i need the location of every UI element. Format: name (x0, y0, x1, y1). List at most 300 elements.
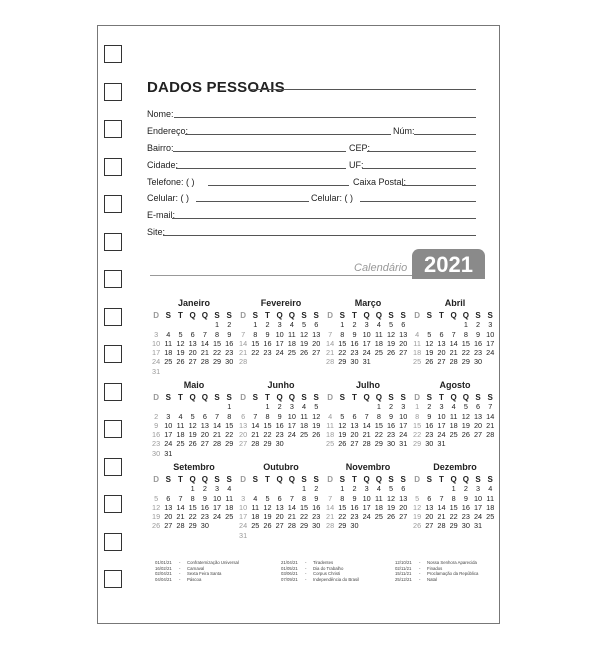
day-cell (223, 367, 235, 376)
day-cell: 27 (399, 512, 408, 522)
day-cell: 8 (376, 411, 381, 421)
month-janeiro (150, 298, 238, 376)
day-cell (373, 357, 385, 366)
cidade-label: Cidade: (147, 160, 179, 170)
day-cell (310, 357, 322, 366)
day-cell: 13 (200, 420, 209, 430)
day-cell: 23 (350, 348, 359, 358)
weekday-header: D (240, 393, 246, 402)
day-cell: 15 (413, 420, 422, 430)
weekday-header: D (240, 475, 246, 484)
weekday-header: S (475, 311, 481, 320)
day-cell: 29 (338, 521, 347, 531)
day-cell: 24 (362, 348, 371, 358)
day-cell (211, 521, 223, 530)
calendar-label: Calendário (354, 262, 408, 274)
month-julho (324, 380, 412, 449)
day-cell: 12 (176, 338, 185, 348)
day-cell (274, 484, 286, 493)
day-cell: 26 (263, 521, 272, 531)
day-cell: 19 (386, 502, 396, 512)
day-cell: 25 (251, 521, 260, 531)
day-cell: 8 (463, 329, 468, 339)
day-cell: 22 (461, 348, 470, 358)
day-cell: 16 (225, 338, 234, 348)
day-cell: 12 (386, 329, 396, 339)
holiday-date: 01/01/21 (155, 560, 172, 565)
day-cell: 3 (364, 484, 369, 494)
num-label: Núm: (393, 126, 415, 136)
weekday-header: Q (450, 311, 457, 320)
weekday-header: S (226, 393, 232, 402)
month-grid (324, 311, 412, 367)
day-cell: 13 (275, 502, 284, 512)
day-cell: 3 (215, 484, 220, 494)
day-cell: 2 (202, 484, 207, 494)
day-cell: 6 (314, 320, 319, 330)
day-cell: 10 (152, 338, 161, 348)
weekday-header: D (327, 311, 333, 320)
holiday-name: Sexta Feira Santa (187, 571, 222, 576)
day-cell: 30 (461, 521, 470, 531)
day-cell: 15 (449, 502, 458, 512)
month-agosto (411, 380, 499, 449)
day-cell: 26 (461, 430, 470, 440)
holiday-date: 01/05/21 (281, 565, 298, 571)
day-cell: 4 (302, 402, 307, 412)
email-field[interactable] (172, 218, 476, 219)
holiday-entry (395, 560, 477, 565)
day-cell: 6 (401, 320, 406, 330)
day-cell: 28 (176, 521, 185, 531)
day-cell: 19 (461, 420, 470, 430)
holiday-entry (281, 566, 343, 571)
day-cell: 14 (212, 420, 222, 430)
day-cell (162, 484, 174, 493)
day-cell: 11 (375, 493, 383, 503)
day-cell: 27 (437, 357, 446, 367)
day-cell: 23 (152, 439, 161, 449)
day-cell: 12 (338, 420, 347, 430)
day-cell: 22 (188, 512, 197, 522)
day-cell: 17 (486, 338, 495, 348)
binding-hole (104, 45, 122, 63)
day-cell: 6 (476, 402, 481, 412)
day-cell: 11 (326, 420, 334, 430)
holiday-name: Proclamação da República (427, 571, 479, 576)
weekday-header: S (214, 475, 220, 484)
day-cell: 26 (176, 357, 185, 367)
cidade-field[interactable] (176, 168, 346, 169)
holiday-entry (281, 577, 359, 582)
holiday-date: 02/11/21 (395, 565, 412, 571)
day-cell: 15 (251, 338, 260, 348)
day-cell: 3 (241, 493, 246, 503)
day-cell: 12 (425, 338, 434, 348)
day-cell (286, 531, 298, 540)
day-cell: 4 (166, 329, 171, 339)
caixa-postal-label: Caixa Postal: (353, 177, 407, 187)
holiday-dash: - (419, 565, 421, 571)
month-maio (150, 380, 238, 458)
weekday-header: T (178, 311, 183, 320)
month-name: Junho (267, 380, 295, 390)
day-cell: 15 (299, 502, 309, 512)
day-cell: 9 (265, 329, 270, 339)
day-cell: 30 (386, 439, 396, 449)
day-cell: 25 (449, 430, 458, 440)
weekday-header: S (487, 475, 493, 484)
endereco-field[interactable] (185, 134, 391, 135)
telefone-field[interactable] (208, 185, 349, 186)
day-cell (298, 439, 310, 448)
weekday-header: T (265, 475, 270, 484)
day-cell: 18 (374, 502, 383, 512)
weekday-header: S (252, 475, 258, 484)
day-cell: 29 (413, 439, 422, 449)
holiday-date: 07/09/21 (281, 576, 298, 582)
day-cell (150, 320, 162, 329)
day-cell: 4 (376, 484, 381, 494)
holiday-dash: - (419, 576, 421, 582)
day-cell: 18 (413, 348, 422, 358)
day-cell: 2 (352, 484, 357, 494)
weekday-header: S (388, 393, 394, 402)
holiday-entry (155, 571, 221, 576)
day-cell: 29 (338, 357, 347, 367)
month-name: Julho (356, 380, 380, 390)
day-cell: 10 (164, 420, 173, 430)
day-cell: 11 (413, 338, 421, 348)
day-cell (237, 320, 249, 329)
weekday-header: T (439, 475, 444, 484)
day-cell: 23 (275, 430, 284, 440)
day-cell: 17 (287, 420, 296, 430)
day-cell: 20 (399, 338, 408, 348)
site-field[interactable] (163, 235, 476, 236)
weekday-header: Q (288, 311, 295, 320)
day-cell (150, 484, 162, 493)
day-cell: 8 (302, 493, 307, 503)
day-cell: 14 (200, 338, 209, 348)
weekday-header: D (327, 475, 333, 484)
day-cell (310, 439, 322, 448)
day-cell: 18 (287, 338, 296, 348)
weekday-header: S (475, 393, 481, 402)
bairro-label: Bairro: (147, 143, 174, 153)
day-cell: 29 (263, 439, 272, 449)
weekday-header: Q (201, 311, 208, 320)
day-cell: 13 (239, 420, 248, 430)
day-cell: 16 (275, 420, 284, 430)
num-field[interactable] (414, 134, 476, 135)
day-cell: 25 (299, 430, 309, 440)
day-cell: 16 (152, 430, 161, 440)
day-cell: 20 (275, 512, 284, 522)
day-cell (435, 484, 447, 493)
day-cell: 5 (415, 493, 420, 503)
day-cell: 16 (386, 420, 396, 430)
day-cell: 5 (389, 320, 394, 330)
weekday-header: D (153, 393, 159, 402)
weekday-header: S (487, 393, 493, 402)
month-name: Fevereiro (260, 298, 302, 308)
day-cell: 26 (425, 357, 434, 367)
day-cell: 6 (166, 493, 171, 503)
day-cell: 30 (152, 448, 161, 458)
day-cell: 14 (362, 420, 371, 430)
month-name: Setembro (173, 462, 215, 472)
day-cell: 8 (340, 493, 345, 503)
day-cell: 24 (486, 348, 495, 358)
day-cell: 11 (164, 338, 173, 348)
day-cell: 22 (251, 348, 260, 358)
day-cell: 7 (328, 329, 333, 339)
day-cell: 14 (176, 502, 185, 512)
day-cell: 14 (251, 420, 260, 430)
weekday-header: Q (189, 311, 196, 320)
day-cell: 10 (212, 493, 222, 503)
nome-label: Nome: (147, 109, 174, 119)
day-cell (199, 449, 211, 458)
day-cell: 30 (350, 357, 359, 367)
day-cell: 27 (473, 430, 483, 440)
weekday-header: S (226, 311, 232, 320)
day-cell: 17 (362, 338, 371, 348)
day-cell: 18 (486, 502, 495, 512)
day-cell: 8 (415, 411, 420, 421)
email-label: E-mail: (147, 210, 176, 220)
month-name: Agosto (439, 380, 471, 390)
day-cell: 18 (449, 420, 458, 430)
weekday-header: Q (288, 393, 295, 402)
day-cell: 10 (362, 493, 371, 503)
day-cell: 6 (401, 484, 406, 494)
holiday-date: 15/11/21 (395, 571, 412, 576)
day-cell: 29 (212, 357, 222, 367)
day-cell: 12 (312, 411, 321, 421)
holiday-date: 04/04/21 (155, 576, 172, 582)
day-cell: 8 (265, 411, 270, 421)
day-cell: 29 (188, 521, 197, 531)
day-cell (249, 484, 261, 493)
holiday-entry (155, 566, 204, 571)
day-cell: 9 (389, 411, 394, 421)
weekday-header: Q (276, 475, 283, 484)
day-cell: 24 (362, 512, 371, 522)
day-cell: 12 (263, 502, 272, 512)
day-cell: 18 (176, 430, 185, 440)
day-cell: 2 (314, 484, 319, 494)
weekday-header: D (327, 393, 333, 402)
day-cell: 2 (463, 484, 468, 494)
day-cell: 25 (164, 357, 173, 367)
day-cell: 22 (449, 512, 458, 522)
weekday-header: S (400, 475, 406, 484)
day-cell: 14 (437, 502, 446, 512)
day-cell: 15 (374, 420, 383, 430)
day-cell: 27 (239, 439, 248, 449)
weekday-header: Q (375, 311, 382, 320)
day-cell: 9 (227, 329, 232, 339)
day-cell: 27 (164, 521, 173, 531)
day-cell: 14 (287, 502, 296, 512)
day-cell: 11 (486, 493, 494, 503)
day-cell (249, 402, 261, 411)
day-cell (211, 449, 223, 458)
day-cell: 15 (338, 338, 347, 348)
holiday-dash: - (305, 576, 307, 582)
day-cell: 2 (476, 320, 481, 330)
day-cell: 27 (350, 439, 359, 449)
day-cell: 13 (312, 329, 321, 339)
day-cell (199, 320, 211, 329)
day-cell (397, 357, 409, 366)
day-cell: 3 (401, 402, 406, 412)
day-cell: 22 (338, 512, 347, 522)
day-cell: 5 (427, 329, 432, 339)
uf-field[interactable] (362, 168, 476, 169)
day-cell: 17 (473, 502, 483, 512)
day-cell: 22 (374, 430, 383, 440)
celular2-label: Celular: ( ) (311, 193, 354, 203)
day-cell (249, 531, 261, 540)
day-cell (324, 402, 336, 411)
day-cell (237, 484, 249, 493)
day-cell: 22 (299, 512, 309, 522)
day-cell: 2 (227, 320, 232, 330)
weekday-header: S (339, 393, 345, 402)
weekday-header: Q (363, 393, 370, 402)
day-cell: 18 (225, 502, 234, 512)
holiday-entry (155, 577, 201, 582)
day-cell: 17 (152, 348, 161, 358)
day-cell: 12 (188, 420, 197, 430)
month-fevereiro (237, 298, 325, 367)
day-cell: 16 (350, 338, 359, 348)
day-cell (361, 402, 373, 411)
day-cell (223, 449, 235, 458)
weekday-header: S (313, 475, 319, 484)
weekday-header: S (313, 393, 319, 402)
weekday-header: T (352, 311, 357, 320)
day-cell: 14 (239, 338, 248, 348)
weekday-header: Q (363, 475, 370, 484)
day-cell: 20 (312, 338, 321, 348)
month-grid (150, 311, 238, 376)
day-cell: 25 (225, 512, 234, 522)
day-cell: 1 (190, 484, 195, 494)
day-cell: 5 (340, 411, 345, 421)
holiday-name: Confraternização Universal (187, 560, 239, 565)
day-cell (435, 320, 447, 329)
day-cell: 26 (386, 512, 396, 522)
month-novembro (324, 462, 412, 531)
holiday-entry (395, 566, 442, 571)
day-cell: 31 (239, 530, 248, 540)
holiday-dash: - (179, 560, 181, 565)
day-cell (223, 521, 235, 530)
day-cell: 21 (239, 348, 248, 358)
weekday-header: T (265, 311, 270, 320)
day-cell: 6 (241, 411, 246, 421)
month-grid (150, 475, 238, 531)
day-cell (187, 402, 199, 411)
day-cell: 22 (413, 430, 422, 440)
month-dezembro (411, 462, 499, 531)
holiday-name: Natal (427, 576, 438, 582)
celular2-field[interactable] (360, 201, 476, 202)
day-cell: 17 (212, 502, 222, 512)
caixa-postal-field[interactable] (402, 185, 476, 186)
day-cell (261, 531, 273, 540)
day-cell: 9 (277, 411, 282, 421)
day-cell: 15 (263, 420, 272, 430)
weekday-header: Q (462, 311, 469, 320)
holiday-dash: - (305, 571, 307, 576)
day-cell: 12 (299, 329, 309, 339)
day-cell: 23 (312, 512, 321, 522)
holiday-dash: - (419, 571, 421, 576)
day-cell: 13 (425, 502, 434, 512)
weekday-header: S (426, 475, 432, 484)
holiday-entry (395, 577, 437, 582)
cep-label: CEP: (349, 143, 371, 153)
day-cell: 15 (225, 420, 234, 430)
day-cell: 20 (473, 420, 483, 430)
holiday-dash: - (305, 560, 307, 565)
weekday-header: T (352, 393, 357, 402)
month-abril (411, 298, 499, 367)
day-cell: 20 (188, 348, 197, 358)
day-cell: 15 (188, 502, 197, 512)
day-cell: 26 (386, 348, 396, 358)
day-cell: 15 (461, 338, 470, 348)
day-cell: 27 (200, 439, 209, 449)
day-cell: 31 (164, 448, 173, 458)
day-cell: 7 (439, 493, 444, 503)
day-cell: 20 (164, 512, 173, 522)
day-cell: 6 (202, 411, 207, 421)
day-cell: 29 (461, 357, 470, 367)
nome-field[interactable] (174, 117, 476, 118)
celular1-field[interactable] (196, 201, 309, 202)
weekday-header: S (252, 311, 258, 320)
weekday-header: S (165, 393, 171, 402)
cep-field[interactable] (367, 151, 476, 152)
day-cell: 28 (326, 521, 335, 531)
day-cell (174, 367, 186, 376)
day-cell (460, 439, 472, 448)
day-cell: 17 (164, 430, 173, 440)
month-grid (237, 475, 325, 540)
holiday-date: 03/06/21 (281, 571, 298, 576)
day-cell: 23 (350, 512, 359, 522)
month-março (324, 298, 412, 367)
day-cell: 10 (239, 502, 248, 512)
day-cell: 1 (227, 402, 232, 412)
day-cell: 31 (437, 439, 446, 449)
day-cell: 25 (413, 357, 422, 367)
day-cell: 31 (473, 521, 483, 531)
day-cell: 16 (473, 338, 483, 348)
day-cell: 3 (364, 320, 369, 330)
day-cell (423, 484, 435, 493)
month-name: Abril (444, 298, 466, 308)
day-cell: 9 (202, 493, 207, 503)
bairro-field[interactable] (173, 151, 346, 152)
month-grid (150, 393, 238, 458)
